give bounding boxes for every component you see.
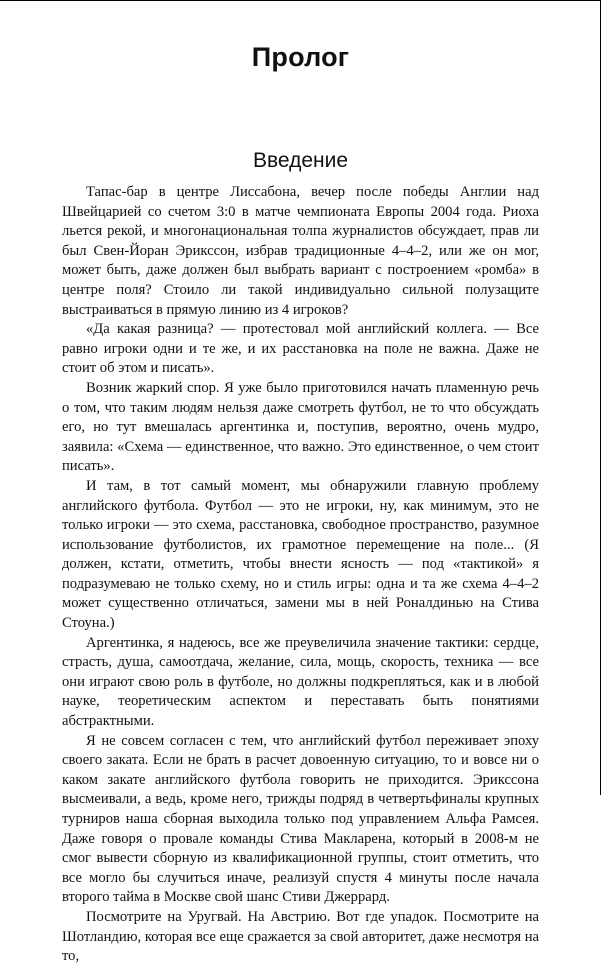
paragraph: Посмотрите на Уругвай. На Австрию. Вот где упадок. Посмотрите на Шотландию, которая все еще сражается за свой авторитет, даже несмотря на то, xyxy=(62,908,539,965)
paragraph: Аргентинка, я надеюсь, все же преувеличила значение тактики: сердце, страсть, душа, самоотдача, желание, сила, мощь, скорость, техника — все они играют свою роль в футболе, но должны подкрепляться, как и в любой науке, теоретическим аспектом и переставать быть понятиями абстрактными. xyxy=(62,634,539,730)
paragraph: Тапас-бар в центре Лиссабона, вечер после победы Англии над Швейцарией со счетом 3:0 в матче чемпионата Европы 2004 года. Риоха льется рекой, и многонациональная толпа журналистов обсуждает, прав ли был Свен-Йоран Эрикссон, избрав традиционные 4–4–2, или же он мог, может быть, даже должен был выбрать вариант с построением «ромба» в центре поля? Стоило ли такой индивидуально сильной полузащите выстраиваться в прямую линию из 4 игроков? xyxy=(62,184,539,318)
paragraph: Возник жаркий спор. Я уже было приготовился начать пламенную речь о том, что таким людям нельзя даже смотреть футбол, не то что обсуждать его, но тут вмешалась аргентинка и, поступив, вероятно, очень мудро, заявила: «Схема — единственное, что важно. Это единственное, о чем стоит писать». xyxy=(62,379,539,475)
paragraph: «Да какая разница? — протестовал мой английский коллега. — Все равно игроки одни и те же, и их расстановка на поле не важна. Даже не стоит об этом и писать». xyxy=(62,321,539,377)
paragraph: И там, в тот самый момент, мы обнаружили главную проблему английского футбола. Футбол — это не игроки, ну, как минимум, это не только игроки — это схема, расстановка, свободное пространство, разумное использование футболистов, их грамотное перемещение на поле... (Я должен, кстати, отметить, чтобы внести ясность — под «тактикой» я подразумеваю не только схему, но и стиль игры: одна и та же схема 4–4–2 может существенно отличаться, замени мы в ней Роналдинью на Стива Стоуна.) xyxy=(62,477,539,632)
chapter-title: Пролог xyxy=(251,42,350,72)
body-text xyxy=(62,183,539,967)
page-border-top xyxy=(0,0,601,1)
section-title: Введение xyxy=(252,149,349,172)
paragraph: Я не совсем согласен с тем, что английский футбол переживает эпоху своего заката. Если не брать в расчет довоенную ситуацию, то и вовсе ни о каком закате английского футбола говорить не приходится. Эрикссона высмеивали, а ведь, кроме него, трижды подряд в четвертьфиналы крупных турниров наша сборная выходила только под управлением Альфа Рамсея. Даже говоря о провале команды Стива Макларена, который в 2008-м не смог вывести сборную из квалификационной группы, стоит отметить, что все могло бы случиться иначе, реализуй спустя 4 минуты после начала второго тайма в Москве свой шанс Стиви Джеррард. xyxy=(62,732,539,906)
